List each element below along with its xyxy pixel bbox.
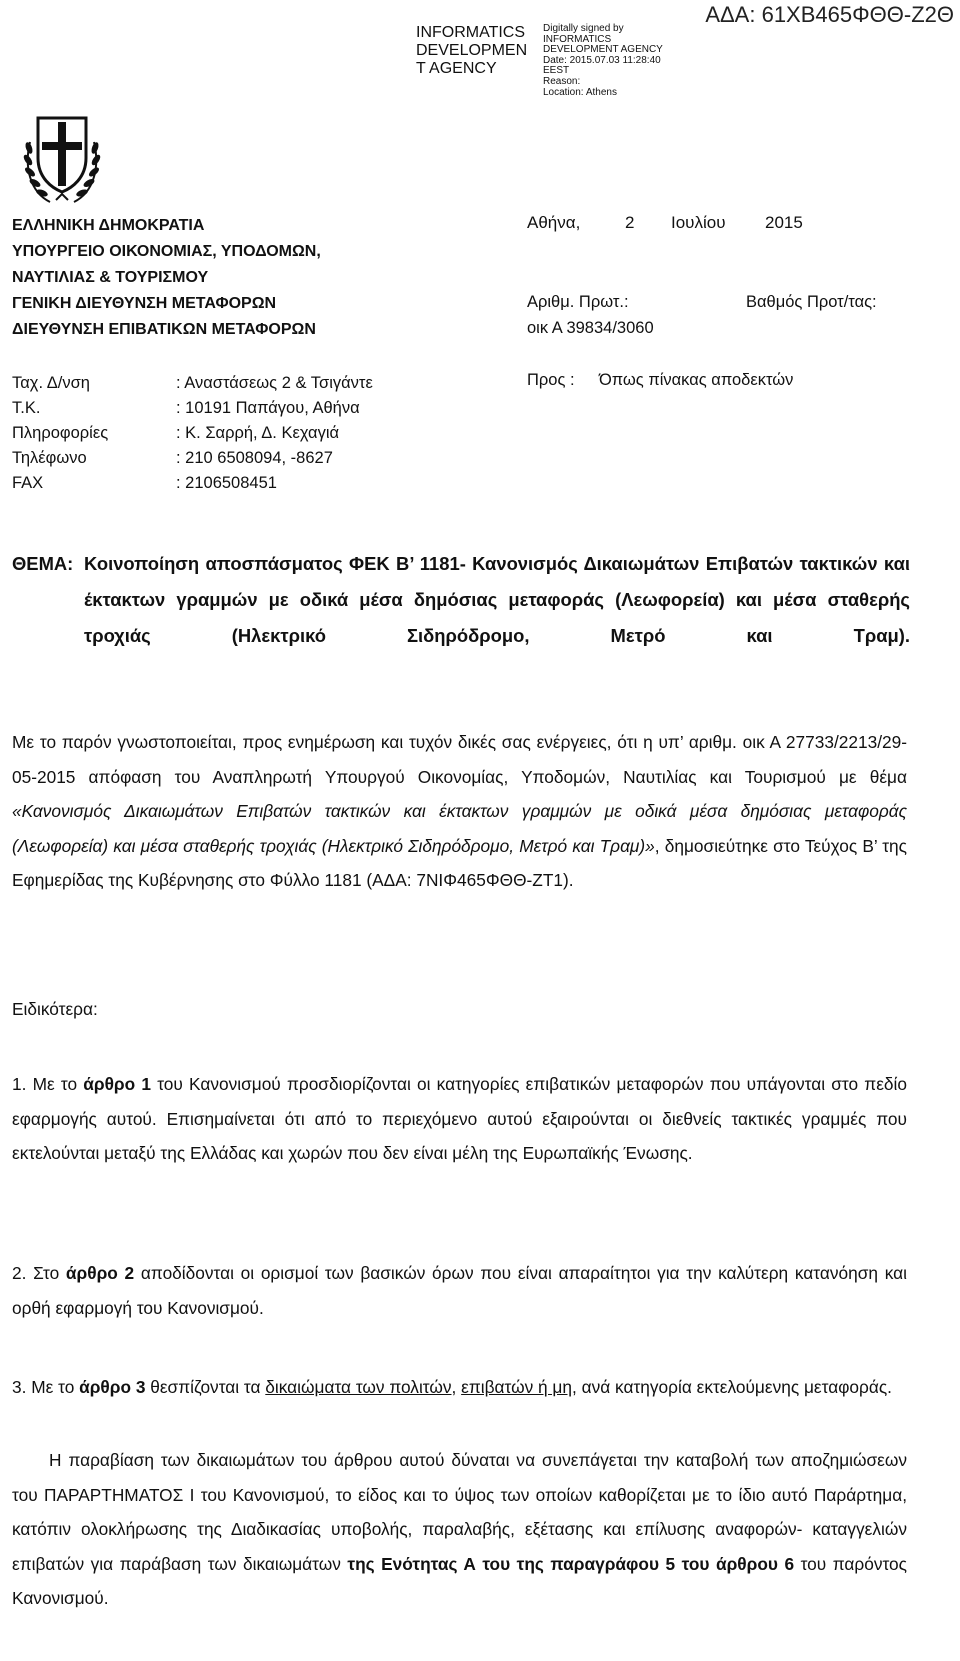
contact-value: : Κ. Σαρρή, Δ. Κεχαγιά xyxy=(176,424,340,442)
article-3-ref: άρθρο 3 xyxy=(79,1377,146,1397)
date-day: 2 xyxy=(625,213,635,232)
protocol-number: οικ Α 39834/3060 xyxy=(527,319,654,337)
paragraph-violation xyxy=(12,1443,907,1616)
decision-title: «Κανονισμός Δικαιωμάτων Επιβατών τακτικών και έκτακτων γραμμών με οδικά μέσα δημόσιας μεταφοράς (Λεωφορεία) και μέσα σταθερής τροχιάς (Ηλεκτρικό Σιδηρόδρομο, Μετρό και Τραμ)» xyxy=(12,801,907,856)
signature-line: Date: 2015.07.03 11:28:40 xyxy=(543,54,661,66)
contact-value: : 210 6508094, -8627 xyxy=(176,449,333,467)
sender-line: ΥΠΟΥΡΓΕΙΟ ΟΙΚΟΝΟΜΙΑΣ, ΥΠΟΔΟΜΩΝ, xyxy=(12,243,321,260)
subject-label: ΘΕΜΑ: xyxy=(12,553,74,574)
subject-block xyxy=(12,546,910,690)
date-city: Αθήνα, xyxy=(527,213,581,232)
p1-text-rest: του Κανονισμού προσδιορίζονται οι κατηγορίες επιβατικών μεταφορών που υπάγονται στο πεδίο εφαρμογής αυτού. Επισημαίνεται ότι από το περιεχόμενο αυτού εξαιρούνται οι διεθνείς τακτικές γραμμές που εκτελούνται μεταξύ της Ελλάδας και χωρών που δεν είναι μέλη της Ευρωπαϊκής Ένωσης. xyxy=(12,1074,907,1163)
date-month: Ιουλίου xyxy=(671,213,726,232)
signature-line: Location: Athens xyxy=(543,86,617,98)
paragraph-article-2 xyxy=(12,1256,907,1325)
priority-label: Βαθμός Προτ/τας: xyxy=(746,293,877,311)
p3-text: 3. Με το xyxy=(12,1377,80,1397)
contact-label: Ταχ. Δ/νση xyxy=(12,374,90,392)
recipient xyxy=(527,371,793,390)
sender-line: ΓΕΝΙΚΗ ΔΙΕΥΘΥΝΣΗ ΜΕΤΑΦΟΡΩΝ xyxy=(12,295,277,312)
contact-value: : 2106508451 xyxy=(176,474,277,492)
specifically-heading: Ειδικότερα: xyxy=(12,999,98,1019)
signature-line: Digitally signed by xyxy=(543,23,624,34)
dateline xyxy=(527,213,803,233)
protocol-label: Αριθμ. Πρωτ.: xyxy=(527,293,629,311)
ada-code: ΑΔΑ: 61ΧΒ465ΦΘΘ-Ζ2Θ xyxy=(705,2,954,27)
section-reference: της Ενότητας Α του της παραγράφου 5 του άρθρου 6 xyxy=(347,1553,795,1574)
citizen-rights-underlined: δικαιώματα των πολιτών xyxy=(265,1377,452,1397)
intro-paragraph xyxy=(12,725,907,898)
contact-value: : 10191 Παπάγου, Αθήνα xyxy=(176,399,360,417)
date-year: 2015 xyxy=(765,213,803,232)
recipient-label: Προς : xyxy=(527,371,575,389)
digital-signature-details xyxy=(543,24,703,98)
recipient-value: Όπως πίνακας αποδεκτών xyxy=(599,371,794,389)
p3-text-rest: , ανά κατηγορία εκτελούμενης μεταφοράς. xyxy=(572,1377,892,1397)
intro-text: Με το παρόν γνωστοποιείται, προς ενημέρωση και τυχόν δικές σας ενέργειες, ότι η υπ’ αριθμ. οικ Α 27733/2213/29-05-2015 απόφαση του Αναπληρωτή Υπουργού Οικονομίας, Υποδομών, Ναυτιλίας και Τουρισμού με θέμα xyxy=(12,732,907,787)
contact-label: Πληροφορίες xyxy=(12,424,109,442)
sender-line: ΝΑΥΤΙΛΙΑΣ & ΤΟΥΡΙΣΜΟΥ xyxy=(12,269,209,286)
sender-block xyxy=(12,213,321,343)
p2-text: 2. Στο xyxy=(12,1263,66,1283)
paragraph-article-3 xyxy=(12,1370,907,1405)
p4-text: Η παραβίαση των δικαιωμάτων του άρθρου αυτού δύναται να συνεπάγεται την καταβολή των αποζημιώσεων του ΠΑΡΑΡΤΗΜΑΤΟΣ Ι του Κανονισμού, το είδος και το ύψος των οποίων καθορίζεται με το ίδιο αυτό Παράρτημα, κατόπιν ολοκλήρωσης της Διαδικασίας υποβολής, παραλαβής, εξέτασης και επίλυσης αναφορών- καταγγελιών επιβατών για παράβαση των δικαιωμάτων xyxy=(12,1450,907,1574)
article-2-ref: άρθρο 2 xyxy=(65,1263,135,1283)
contact-label: FAX xyxy=(12,474,44,492)
p3-text-mid: θεσπίζονται τα xyxy=(145,1377,266,1397)
signature-line: INFORMATICS xyxy=(543,33,612,45)
signer-organization: INFORMATICS DEVELOPMEN T AGENCY xyxy=(416,24,528,77)
signature-line: Reason: xyxy=(543,75,581,87)
intro-text-end: , δημοσιεύτηκε στο Τεύχος Β’ της Εφημερίδας της Κυβέρνησης στο Φύλλο 1181 (ΑΔΑ: 7ΝΙΦ465ΦΘΘ-ΖΤ1). xyxy=(12,835,907,890)
sender-line: ΔΙΕΥΘΥΝΣΗ ΕΠΙΒΑΤΙΚΩΝ ΜΕΤΑΦΟΡΩΝ xyxy=(12,321,316,338)
signature-line: EEST xyxy=(543,65,570,77)
greek-coat-of-arms-icon xyxy=(20,112,104,208)
p3-comma: , xyxy=(451,1377,462,1397)
sender-line: ΕΛΛΗΝΙΚΗ ΔΗΜΟΚΡΑΤΙΑ xyxy=(12,217,205,234)
passengers-underlined: επιβατών ή μη xyxy=(461,1377,573,1397)
p1-text: 1. Με το xyxy=(12,1074,84,1094)
paragraph-article-1 xyxy=(12,1067,907,1171)
contact-label: Τηλέφωνο xyxy=(12,449,87,467)
p2-text-rest: αποδίδονται οι ορισμοί των βασικών όρων που είναι απαραίτητοι για την καλύτερη κατανόηση και ορθή εφαρμογή του Κανονισμού. xyxy=(12,1263,907,1318)
subject-text: Κοινοποίηση αποσπάσματος ΦΕΚ Β’ 1181- Κανονισμός Δικαιωμάτων Επιβατών τακτικών και έκτακτων γραμμών με οδικά μέσα δημόσιας μεταφοράς (Λεωφορεία) και μέσα σταθερής τροχιάς (Ηλεκτρικό Σιδηρόδρομο, Μετρό και Τραμ). xyxy=(84,553,910,646)
p4-text-rest: του παρόντος Κανονισμού. xyxy=(12,1553,907,1608)
article-1-ref: άρθρο 1 xyxy=(83,1074,151,1094)
contact-value: : Αναστάσεως 2 & Τσιγάντε xyxy=(176,374,373,392)
contact-label: Τ.Κ. xyxy=(12,399,41,417)
signature-line: DEVELOPMENT AGENCY xyxy=(543,44,663,56)
